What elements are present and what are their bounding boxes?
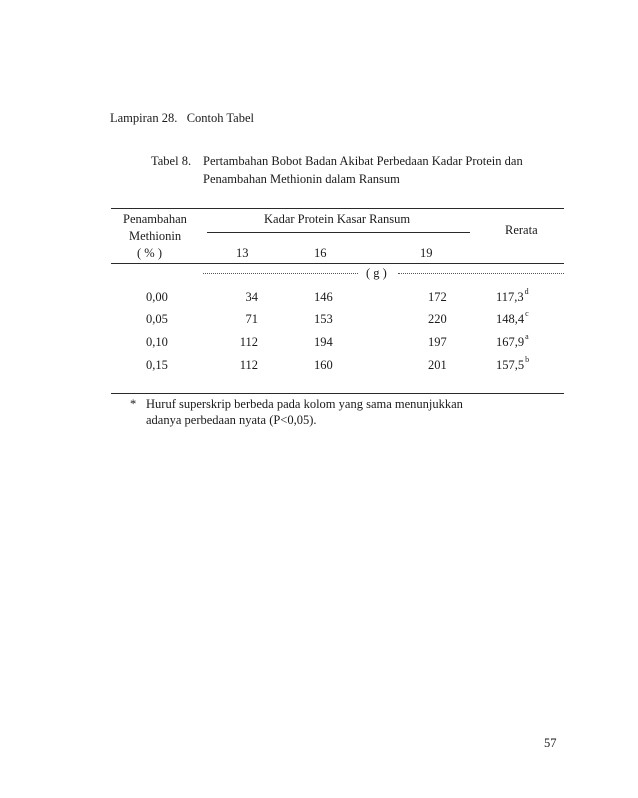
footnote-line-1: Huruf superskrip berbeda pada kolom yang sama menunjukkan (146, 397, 463, 411)
mean-header: Rerata (505, 223, 538, 237)
mean-cell (496, 332, 529, 349)
mean-cell (496, 309, 529, 326)
methionin-cell: 0,15 (146, 358, 168, 372)
unit-dotted-left (203, 273, 358, 274)
mean-superscript: b (525, 355, 530, 364)
caption-line-2: Penambahan Methionin dalam Ransum (203, 172, 400, 186)
value-16-cell: 146 (314, 290, 333, 304)
mean-cell (496, 287, 529, 304)
value-19-cell: 201 (428, 358, 447, 372)
mean-value: 167,9 (496, 335, 525, 349)
caption-line-1: Pertambahan Bobot Badan Akibat Perbedaan Kadar Protein dan (203, 154, 523, 168)
footnote-mark: * (130, 397, 137, 411)
table-header-rule (111, 263, 564, 264)
mean-value: 157,5 (496, 358, 525, 372)
col-methionin-header-2: Methionin (129, 229, 182, 243)
unit-label: ( g ) (366, 266, 387, 280)
group-header: Kadar Protein Kasar Ransum (264, 212, 411, 226)
caption-label: Tabel 8. (151, 154, 192, 168)
group-header-rule (207, 232, 470, 233)
footnote-line-2: adanya perbedaan nyata (P<0,05). (146, 413, 317, 427)
value-16-cell: 160 (314, 358, 333, 372)
value-16-cell: 153 (314, 312, 333, 326)
value-13-cell: 112 (239, 358, 258, 372)
level-13-header: 13 (236, 246, 249, 260)
unit-dotted-right (398, 273, 564, 274)
mean-value: 117,3 (496, 290, 524, 304)
mean-value: 148,4 (496, 312, 525, 326)
methionin-cell: 0,10 (146, 335, 168, 349)
table-top-rule (111, 208, 564, 209)
col-methionin-unit: ( % ) (137, 246, 162, 260)
value-13-cell: 71 (245, 312, 258, 326)
level-19-header: 19 (420, 246, 433, 260)
level-16-header: 16 (314, 246, 327, 260)
mean-superscript: c (525, 309, 529, 318)
col-methionin-header-1: Penambahan (123, 212, 187, 226)
value-13-cell: 34 (245, 290, 258, 304)
value-16-cell: 194 (314, 335, 333, 349)
methionin-cell: 0,00 (146, 290, 168, 304)
page-number: 57 (544, 736, 557, 750)
mean-superscript: a (525, 332, 529, 341)
value-13-cell: 112 (239, 335, 258, 349)
table-bottom-rule (111, 393, 564, 394)
mean-superscript: d (524, 287, 529, 296)
value-19-cell: 197 (428, 335, 447, 349)
value-19-cell: 172 (428, 290, 447, 304)
appendix-heading: Lampiran 28. Contoh Tabel (110, 111, 255, 125)
mean-cell (496, 355, 530, 372)
value-19-cell: 220 (428, 312, 447, 326)
methionin-cell: 0,05 (146, 312, 168, 326)
